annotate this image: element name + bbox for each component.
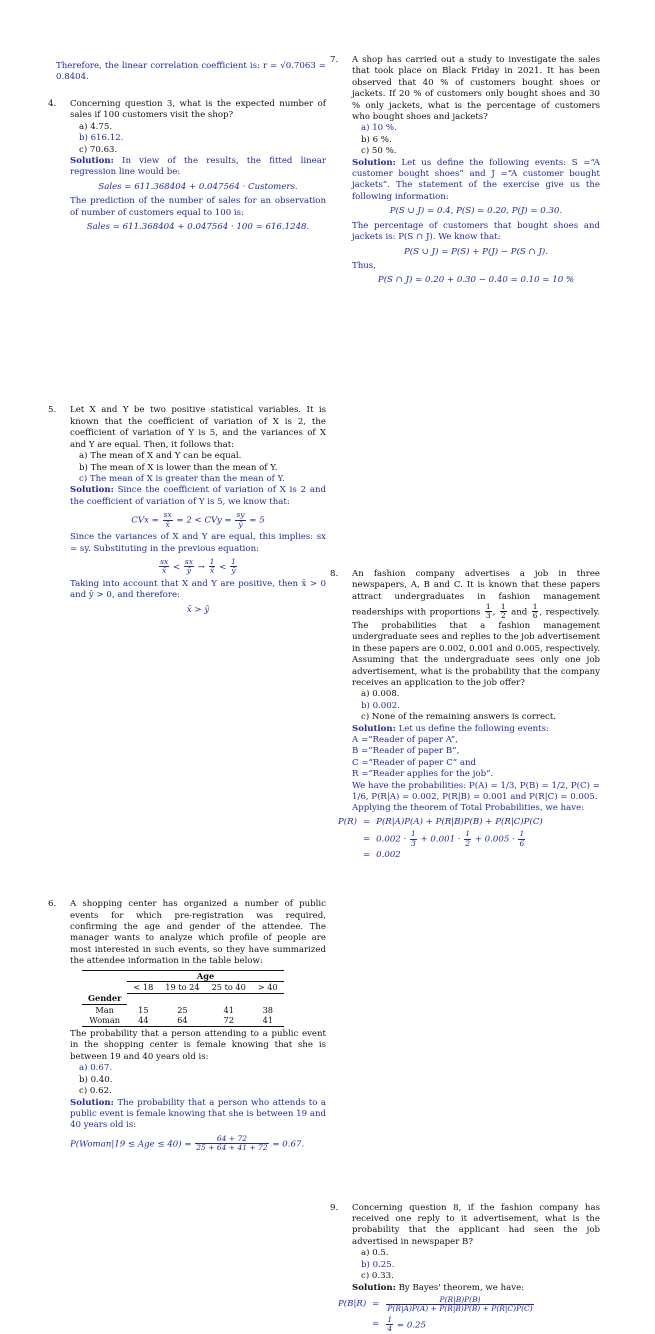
- q9-bayes-equation: P(B|R) = $\frac{P(R|B)P(B)}{P(R|A)P(A) + P(R|B)P(B) + P(R|C)P(C)}$ = $\frac{1}{4}$ = 0.25: [338, 1294, 533, 1334]
- q4-solution-intro: In view of the results, the fitted linear regression line would be:: [70, 156, 326, 178]
- q7-solution-intro: Let us define the following events: S =“A customer bought shoes” and J =“A customer bought jackets”. The statement of the exercise give us the following information:: [352, 157, 600, 202]
- q4-option-b: b) 616.12.: [79, 133, 124, 144]
- table-col-header: > 40: [252, 982, 284, 994]
- q5-cv-equation: CVx = $\frac{sx}{x̄}$ = 2 < CVy = $\frac{sy}{ȳ}$ = 5: [131, 510, 265, 529]
- q5-solution-end: Taking into account that X and Y are positive, then x̄ > 0 and ȳ > 0, and therefore:: [70, 578, 326, 601]
- q8-theorem: Applying the theorem of Total Probabilities, we have:: [352, 803, 585, 814]
- q4-prediction-equation: Sales = 611.368404 + 0.047564 · 100 = 616.1248.: [86, 222, 310, 233]
- q8-event-b: B =“Reader of paper B”,: [352, 746, 460, 757]
- q4-solution-label: Solution:: [70, 156, 114, 167]
- q7-solution-label: Solution:: [352, 157, 396, 168]
- question-5: [48, 405, 326, 616]
- q8-event-r: R =“Reader applies for the job”.: [352, 769, 494, 780]
- q7-option-b: b) 6 %.: [361, 134, 392, 145]
- q4-option-a: a) 4.75.: [79, 121, 113, 132]
- q7-result-equation: P(S ∩ J) = 0.20 + 0.30 − 0.40 = 0.10 = 10 %: [377, 275, 575, 286]
- question-9-text: Concerning question 8, if the fashion company has received one reply to it advertisement, what is the probability that the applicant had seen the job advertised in newspaper B?: [352, 1202, 600, 1247]
- q8-option-c: c) None of the remaining answers is correct.: [361, 712, 557, 723]
- question-8: [330, 568, 600, 862]
- q7-given-equation: P(S ∪ J) = 0.4, P(S) = 0.20, P(J) = 0.30.: [389, 206, 563, 217]
- question-7: [330, 55, 600, 287]
- q6-solution-intro: The probability that a person who attends to a public event is female knowing that she is between 19 and 40 years old is:: [70, 1097, 326, 1131]
- table-age-header: Age: [127, 970, 283, 982]
- q7-union-equation: P(S ∪ J) = P(S) + P(J) − P(S ∩ J).: [404, 246, 548, 257]
- q5-conclusion: x̄ > ȳ: [186, 604, 210, 615]
- table-row: Woman 44 64 72 41: [82, 1015, 284, 1026]
- q5-option-c: c) The mean of X is greater than the mean of Y.: [79, 473, 285, 484]
- left-column: [48, 0, 326, 1153]
- q9-option-a: a) 0.5.: [361, 1248, 389, 1259]
- attendee-table: [82, 970, 284, 1027]
- table-row: Man 15 25 41 38: [95, 1004, 273, 1015]
- q8-event-c: C =“Reader of paper C” and: [352, 757, 477, 768]
- question-9: [330, 1202, 600, 1334]
- q5-option-a: a) The mean of X and Y can be equal.: [79, 451, 242, 462]
- q9-solution-intro: By Bayes' theorem, we have:: [398, 1282, 525, 1293]
- question-6-text: A shopping center has organized a number of public events for which pre-registration was required, confirming the age and gender of the attendee. The manager wants to analyze which profile of people are most interested in such events, so they have summarized the attendee information in the table below:: [70, 899, 326, 967]
- q3-tail-text: Therefore, the linear correlation coefficient is: r = √0.7063 = 0.8404.: [56, 61, 326, 83]
- question-6-number: 6.: [48, 899, 57, 910]
- question-6: [48, 899, 326, 1153]
- q5-option-b: b) The mean of X is lower than the mean of Y.: [79, 462, 278, 473]
- q9-option-b: b) 0.25.: [361, 1259, 395, 1270]
- q7-option-c: c) 50 %.: [361, 146, 397, 157]
- q7-thus: Thus,: [352, 260, 376, 271]
- question-5-text: Let X and Y be two positive statistical variables. It is known that the coefficient of variation of X is 2, the coefficient of variation of Y is 5, and the variances of X and Y are equal. Then, it follows that:: [70, 405, 326, 450]
- q8-option-a: a) 0.008.: [361, 689, 400, 700]
- q6-option-c: c) 0.62.: [79, 1086, 112, 1097]
- table-col-header: 19 to 24: [159, 982, 205, 994]
- question-4: [48, 99, 326, 233]
- q4-option-c: c) 70.63.: [79, 144, 118, 155]
- q9-solution-label: Solution:: [352, 1282, 396, 1293]
- q8-total-probability: P(R) = P(R|A)P(A) + P(R|B)P(B) + P(R|C)P(C) = 0.002 · $\frac{1}{3}$ + 0.001 · $\frac{1}{2}$ + 0.005 · $\frac{1}{6}$ = 0.002: [338, 816, 543, 861]
- q3-solution-tail: [56, 61, 326, 84]
- question-7-number: 7.: [330, 55, 339, 65]
- q9-option-c: c) 0.33.: [361, 1271, 394, 1282]
- q8-event-a: A =“Reader of paper A”,: [352, 735, 458, 745]
- q7-option-a: a) 10 %.: [361, 123, 397, 134]
- q6-solution-label: Solution:: [70, 1097, 114, 1108]
- question-4-number: 4.: [48, 99, 57, 109]
- q8-option-b: b) 0.002.: [361, 700, 400, 711]
- q8-solution-intro: Let us define the following events:: [398, 723, 549, 734]
- question-7-text: A shop has carried out a study to investigate the sales that took place on Black Friday in 2021. It has been observed that 40 % of customers bought shoes or jackets. If 20 % of customers only bought shoes and 30 % only jackets, what is the percentage of customers who bought shoes and jackets?: [352, 55, 600, 123]
- q8-probabilities: We have the probabilities: P(A) = 1/3, P(B) = 1/2, P(C) = 1/6, P(R|A) = 0.002, P(R|B) = 0.001 and P(R|C) = 0.005.: [352, 780, 600, 803]
- table-col-header: 25 to 40: [206, 982, 252, 994]
- question-4-text: Concerning question 3, what is the expected number of sales if 100 customers visit the shop?: [70, 99, 326, 121]
- q6-option-b: b) 0.40.: [79, 1074, 113, 1085]
- q5-substitution-equation: $\frac{sx}{x̄}$ < $\frac{sx}{ȳ}$ → $\frac{1}{x̄}$ < $\frac{1}{ȳ}$: [160, 556, 236, 576]
- question-9-number: 9.: [330, 1202, 339, 1213]
- table-gender-header: Gender: [82, 993, 127, 1004]
- question-5-number: 5.: [48, 405, 57, 416]
- q4-regression-equation: Sales = 611.368404 + 0.047564 · Customers.: [98, 181, 298, 192]
- q6-probability-equation: P(Woman|19 ≤ Age ≤ 40) = $\frac{64 + 72}{25 + 64 + 41 + 72}$ = 0.67.: [70, 1133, 305, 1153]
- q5-solution-intro: Since the coefficient of variation of X is 2 and the coefficient of variation of Y is 5, we know that:: [70, 485, 326, 507]
- q7-solution-mid: The percentage of customers that bought shoes and jackets is: P(S ∩ J). We know that:: [352, 220, 600, 243]
- q8-solution-label: Solution:: [352, 723, 396, 734]
- question-8-number: 8.: [330, 568, 339, 579]
- question-6-text-2: The probability that a person attending to a public event in the shopping center is female knowing that she is between 19 and 40 years old is:: [70, 1029, 326, 1062]
- q4-solution-mid: The prediction of the number of sales for an observation of number of customers equal to 100 is:: [70, 196, 326, 218]
- q5-solution-mid: Since the variances of X and Y are equal, this implies: sx = sy. Substituting in the previous equation:: [70, 532, 326, 554]
- right-column: [330, 0, 600, 1334]
- question-8-text: An fashion company advertises a job in three newspapers, A, B and C. It is known that these papers attract undergraduates in fashion management readerships with proportions $\frac{1}{3}$ , $\frac{1}{2}$ and $\frac{1}{6}$ , respectively. The probabilities that a fashion management undergraduate sees and replies to the job advertisement in these papers are 0.002, 0.001 and 0.005, respectively. Assuming that the undergraduate sees only one job advertisement, what is the probability that the company receives an application to the job offer?: [352, 568, 600, 688]
- table-col-header: < 18: [127, 982, 159, 994]
- q6-option-a: a) 0.67.: [79, 1063, 113, 1074]
- q5-solution-label: Solution:: [70, 485, 114, 496]
